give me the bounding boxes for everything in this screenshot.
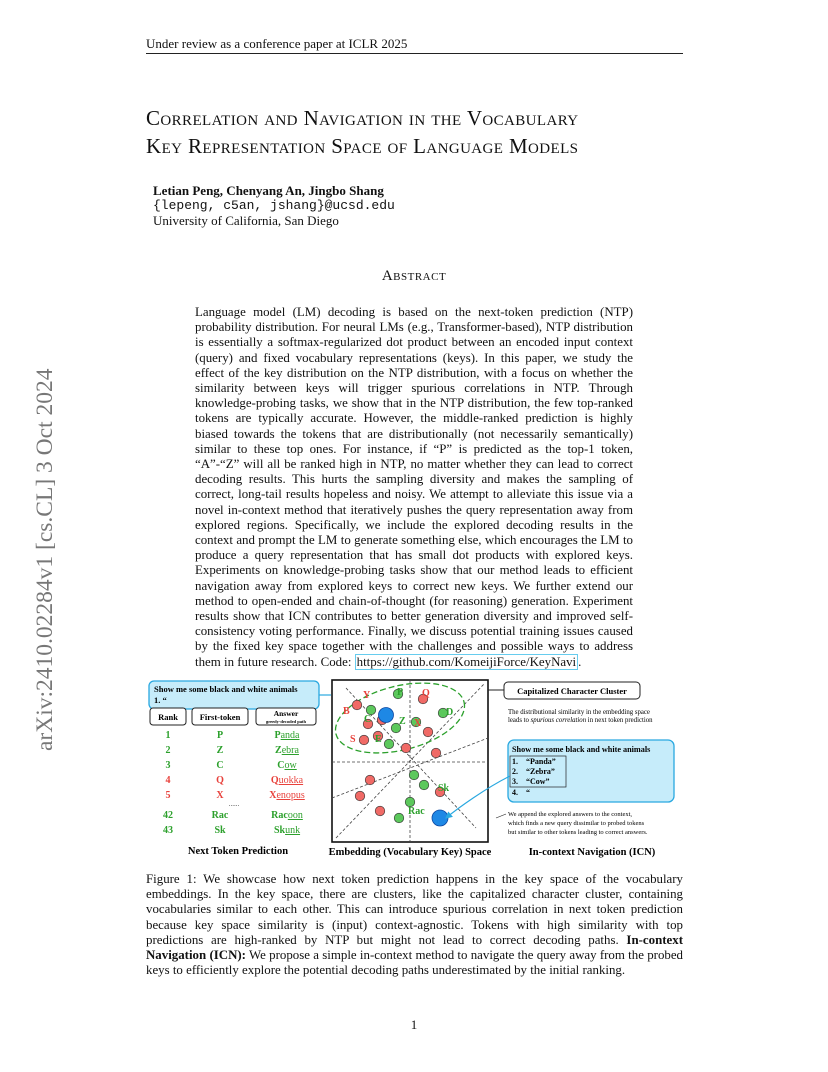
abstract-heading: Abstract [381, 268, 447, 284]
scatter-point [394, 813, 404, 823]
answer-rest: uokka [278, 775, 304, 786]
scatter-letter: D [446, 707, 454, 718]
scatter-letter: Y [363, 690, 371, 701]
icn-desc-line-3: but similar to other tokens leading to correct answers. [508, 829, 648, 836]
figure-1 [146, 678, 686, 863]
prediction-table-rows [163, 730, 305, 836]
author-names: Letian Peng, Chenyang An, Jingbo Shang [153, 183, 384, 198]
answer-first-token: Z [275, 745, 282, 756]
scatter-letter: E [375, 734, 382, 745]
arxiv-side-stamp [22, 296, 62, 756]
figure-caption [146, 872, 683, 978]
answer-cell [275, 745, 299, 756]
query-point-initial [379, 708, 394, 723]
cluster-desc-pre: leads to [508, 717, 531, 724]
scatter-point [384, 739, 394, 749]
first-token-cell: P [216, 730, 224, 741]
scatter-letter: Q [422, 688, 430, 699]
scatter-point [365, 775, 375, 785]
answer-first-token: C [277, 760, 285, 771]
scatter-letter: P [397, 687, 404, 698]
answer-cell [271, 810, 303, 821]
cluster-desc-post: in next token prediction [586, 717, 653, 724]
icn-item-4: 4. “ [512, 788, 530, 797]
rank-cell: 5 [165, 790, 171, 801]
rank-cell: 43 [163, 825, 173, 836]
scatter-point [409, 770, 419, 780]
scatter-point [352, 700, 362, 710]
answer-rest: enopus [276, 790, 305, 801]
scatter-letter: Z [399, 716, 406, 727]
first-token-cell: C [216, 760, 224, 771]
arxiv-stamp-text: arXiv:2410.02284v1 [cs.CL] 3 Oct 2024 [32, 368, 58, 751]
header-rank: Rank [158, 712, 178, 722]
rank-cell: 4 [165, 775, 171, 786]
abstract-end: . [578, 654, 582, 669]
cluster-desc-line-2 [508, 717, 653, 724]
scatter-point [359, 735, 369, 745]
cluster-box-label: Capitalized Character Cluster [517, 686, 627, 696]
answer-rest: unk [285, 825, 301, 836]
first-token-cell: X [216, 790, 224, 801]
running-header: Under review as a conference paper at ICLR 2025 [146, 36, 408, 51]
caption-bold: In-context Navigation (ICN): [146, 932, 683, 963]
caption-text: Figure 1: We showcase how next token prediction happens in the key space of the vocabulary embeddings. In the key space, there are clusters, like the capitalized character cluster, containing vocabularies similar to each other. This can introduce spurious correlation in next token prediction because key space similarity is (input) context-agnostic. Tokens with high similarity with top predictions are high-ranked by NTP but might not lead to correct decoding paths. [146, 872, 683, 947]
icn-item-3: 3. “Cow” [512, 777, 550, 786]
icn-desc-line-2: which finds a new query dissimilar to probed tokens [508, 820, 645, 827]
answer-cell [277, 760, 297, 771]
scatter-label-sk: Sk [438, 783, 450, 794]
scatter-point [423, 727, 433, 737]
scatter-letter: C [364, 714, 372, 725]
answer-cell [271, 775, 304, 786]
label-embedding-space: Embedding (Vocabulary Key) Space [328, 847, 492, 858]
rank-cell: 1 [165, 730, 171, 741]
title-line-1: Correlation and Navigation in the Vocabulary [146, 106, 579, 130]
prompt-line-1: Show me some black and white animals [154, 684, 298, 694]
rank-cell: 42 [163, 810, 173, 821]
cluster-desc-line-1: The distributional similarity in the embedding space [508, 709, 650, 716]
scatter-point [375, 806, 385, 816]
abstract-text: Language model (LM) decoding is based on the next-token prediction (NTP) probability distribution. For neural LMs (e.g., Transformer-based), NTP distribution is essentially a softmax-regularized dot product between an encoded input context (query) and fixed vocabulary representations (keys). In this paper, we study the effect of the key distribution on the NTP distribution, with a focus on whether the similarity between keys will trigger spurious correlations in NTP. Through knowledge-probing tasks, we show that in the NTP distribution, the few top-ranked tokens are typically accurate. However, the middle-ranked prediction is highly biased towards the tokens that are distributionally (not necessarily semantically) similar to these top ones. For instance, if “P” is predicted as the top-1 token, “A”-“Z” will all be ranked high in NTP, no matter whether they can lead to correct decoding results. This hurts the sampling diversity and makes the sampling of correct, long-tail results hopeless and noisy. We attempt to alleviate this issue via a novel in-context method that iteratively pushes the query representation away from explored regions. Specifically, we include the explored decoding results in the context and prompt the LM to generate something else, which encourages the LM to produce a query representation that has small dot products with explored keys. Experiments on knowledge-probing tasks show that our method leads to efficient navigation away from explored keys to correct new keys. We further extend our method to open-ended and chain-of-thought (for reasoning) generation. Experiment results show that ICN contributes to better generation diversity and improved self-consistency voting performance. Finally, we discuss potential training issues caused by the fixed key space together with the challenges and possible ways to address them in future research. Code: [195, 305, 633, 669]
answer-rest: oon [287, 810, 303, 821]
first-token-cell: Z [216, 745, 224, 756]
title-line-2: Key Representation Space of Language Models [146, 134, 579, 158]
icn-box-title: Show me some black and white animals [512, 745, 651, 754]
scatter-letter: S [350, 734, 356, 745]
prompt-line-2: 1. “ [154, 695, 167, 705]
rank-cell: 2 [165, 745, 171, 756]
caption-rest: We propose a simple in-context method to navigate the query away from the probed keys to efficiently explore the potential decoding paths underestimated by the initial ranking. [146, 948, 684, 978]
cluster-desc-em: spurious correlation [530, 717, 587, 724]
query-point-navigated [432, 810, 448, 826]
header-answer-sub: greedy-decoded path [265, 719, 307, 724]
rank-cell: 3 [165, 760, 171, 771]
icn-item-2: 2. “Zebra” [512, 767, 555, 776]
author-affiliation: University of California, San Diego [153, 213, 339, 228]
answer-rest: ow [284, 760, 297, 771]
answer-first-token: Rac [271, 810, 288, 821]
table-ellipsis: ...... [228, 800, 240, 808]
answer-first-token: X [269, 790, 277, 801]
code-link[interactable]: https://github.com/KomeijiForce/KeyNavi [356, 654, 577, 669]
scatter-point [355, 791, 365, 801]
first-token-cell: Sk [214, 825, 226, 836]
answer-cell [269, 790, 305, 801]
header-rule [146, 53, 683, 54]
answer-cell [275, 730, 301, 741]
answer-first-token: Q [270, 775, 279, 786]
icn-item-1: 1. “Panda” [512, 757, 556, 766]
header-answer: Answer [273, 709, 299, 718]
scatter-label-rac: Rac [408, 806, 425, 817]
icn-desc-pointer [496, 814, 506, 818]
answer-first-token: Sk [273, 825, 286, 836]
scatter-letter: B [343, 706, 350, 717]
label-next-token-prediction: Next Token Prediction [187, 846, 289, 857]
answer-rest: anda [280, 730, 300, 741]
author-emails: {lepeng, c5an, jshang}@ucsd.edu [153, 198, 395, 213]
icn-desc-line-1: We append the explored answers to the context, [508, 811, 633, 818]
first-token-cell: Rac [211, 810, 229, 821]
scatter-point [419, 780, 429, 790]
scatter-point [431, 748, 441, 758]
scatter-letter: X [414, 718, 422, 729]
answer-rest: ebra [281, 745, 299, 756]
scatter-point [401, 743, 411, 753]
page-number: 1 [410, 1017, 418, 1032]
first-token-cell: Q [216, 775, 224, 786]
answer-cell [274, 825, 300, 836]
header-first-token: First-token [199, 712, 241, 722]
answer-first-token: P [274, 730, 281, 741]
abstract-body [195, 305, 633, 670]
label-icn: In-context Navigation (ICN) [528, 847, 656, 858]
